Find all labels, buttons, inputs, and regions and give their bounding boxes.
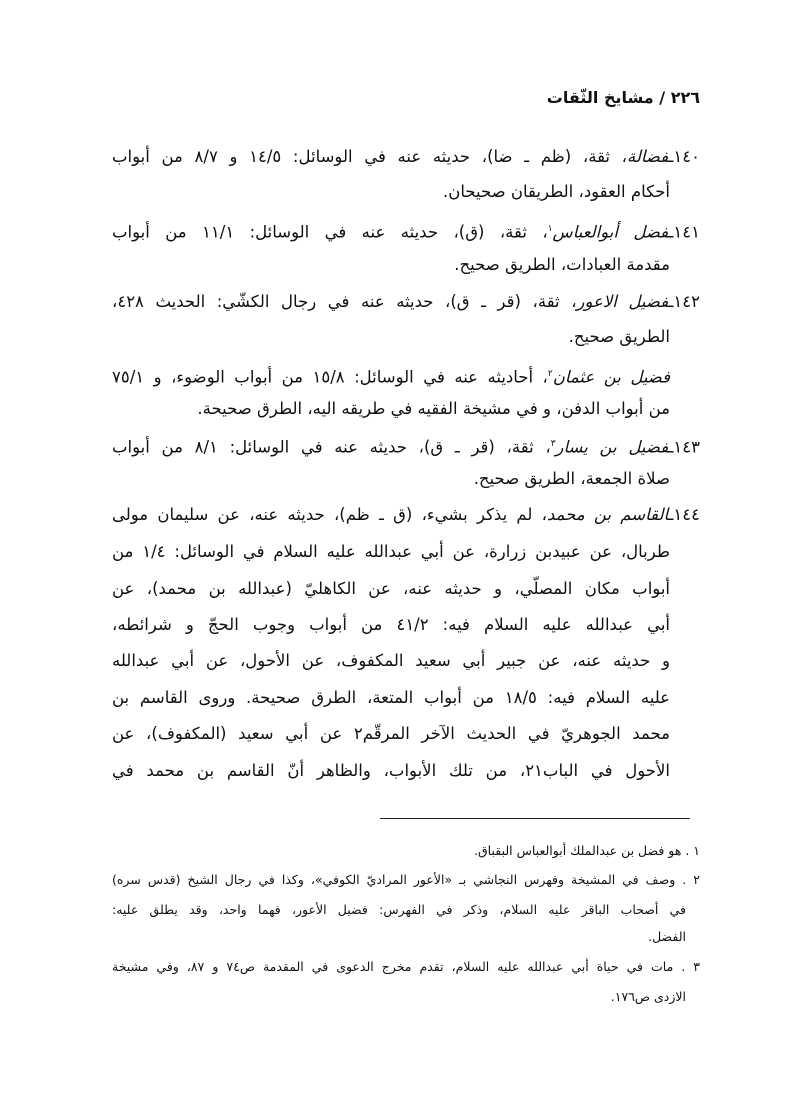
subentry-line-1 [112, 362, 670, 390]
entry-143-line-2: صلاة الجمعة، الطريق صحيح. [473, 469, 670, 488]
entry-140-line-2: أحكام العقود، الطريقان صحيحان. [442, 182, 670, 201]
entry-text: ، ثقة، (قر ـ ق)، حديثه عنه في رجال الكشّي: الحديث ٤٢٨، [112, 292, 577, 311]
entry-text: ، ثقة، (ظم ـ ضا)، حديثه عنه في الوسائل: ١٤/٥ و ٨/٧ من أبواب [112, 147, 627, 166]
entry-text: ، لم يذكر بشيء، (ق ـ ظم)، حديثه عنه، عن سليمان مولى [112, 505, 547, 524]
entry-142-line-2: الطريق صحيح. [568, 327, 670, 346]
entry-144-line-6: عليه السلام فيه: ١٨/٥ من أبواب المتعة، الطرق صحيحة. وروى القاسم بن [112, 688, 670, 707]
entry-144-line-1 [112, 503, 700, 527]
entry-140-line-1 [112, 145, 700, 169]
subentry-line-2: من أبواب الدفن، و في مشيخة الفقيه في طريقه اليه، الطرق صحيحة. [197, 399, 670, 418]
entry-number: ١٤٠ـ [668, 147, 700, 166]
entry-143-line-1 [112, 432, 700, 460]
footnote-2-line-2: في أصحاب الباقر عليه السلام، وذكر في الفهرس: فضيل الأعور، فهما واحد، وقد يطلق عليه: [112, 902, 686, 917]
entry-144-line-7: محمد الجوهريّ في الحديث الآخر المرقّم٢ عن أبي سعيد (المكفوف)، عن [112, 724, 670, 743]
entry-144-line-5: و حديثه عنه، عن جبير أبي سعيد المكفوف، عن الأحول، عن أبي عبدالله [112, 651, 670, 670]
footnote-ref[interactable]: ٢ [547, 369, 553, 379]
footnote-3-line-1: ٣ . مات في حياة أبي عبدالله عليه السلام، تقدم مخرج الدعوى في المقدمة ص٧٤ و ٨٧، وفي مشيخة [112, 959, 700, 974]
running-header: ٢٢٦ / مشايخ الثّقات [546, 88, 700, 107]
entry-text: ، ثقة، (ق)، حديثه عنه في الوسائل: ١١/١ من أبواب [112, 222, 548, 242]
footnote-ref[interactable]: ٣ [550, 439, 556, 449]
narrator-name: فضالة [626, 147, 669, 166]
entry-144-line-3: أبواب مكان المصلّي، و حديثه عنه، عن الكاهليّ (عبدالله بن محمد)، عن [112, 579, 670, 598]
entry-141-line-2: مقدمة العبادات، الطريق صحيح. [454, 255, 670, 274]
footnote-ref[interactable]: ١ [547, 224, 553, 234]
narrator-name: فضيل الاعور [576, 292, 669, 311]
entry-number: ١٤٢ـ [668, 292, 701, 311]
entry-number: ١٤٣ـ [668, 437, 700, 457]
entry-141-line-1 [112, 217, 700, 245]
entry-number: ١٤٤ـ [668, 505, 700, 524]
narrator-name: فضيل بن يسار [555, 437, 669, 457]
entry-144-line-2: طربال، عن عبيدبن زرارة، عن أبي عبدالله عليه السلام في الوسائل: ١/٤ من [112, 542, 670, 561]
entry-text: ، ثقة، (قر ـ ق)، حديثه عنه في الوسائل: ٨/١ من أبواب [112, 437, 551, 457]
footnote-3-line-2: الازدى ص١٧٦. [610, 989, 686, 1004]
entry-text: ، أحاديثه عنه في الوسائل: ١٥/٨ من أبواب الوضوء، و ٧٥/١ [112, 367, 548, 387]
footnote-separator [380, 818, 690, 819]
entry-number: ١٤١ـ [668, 222, 700, 242]
entry-144-line-8: الأحول في الباب٢١، من تلك الأبواب، والظاهر أنّ القاسم بن محمد في [112, 761, 670, 780]
narrator-name: فضيل بن عثمان [552, 367, 671, 387]
narrator-name: فضل أبوالعباس [552, 222, 669, 242]
entry-142-line-1 [112, 290, 700, 314]
entry-144-line-4: أبي عبدالله عليه السلام فيه: ٤١/٢ من أبواب وجوب الحجّ و شرائطه، [112, 615, 670, 634]
footnote-2-line-1: ٢ . وصف في المشيخة وفهرس النجاشي بـ «الأعور المراديّ الكوفي»، وكذا في رجال الشيخ (قدس سره) [112, 872, 700, 887]
footnote-1: ١ . هو فضل بن عبدالملك أبوالعباس البقباق. [474, 843, 700, 858]
narrator-name: القاسم بن محمد [547, 505, 669, 524]
footnote-2-line-3: الفضل. [648, 929, 686, 944]
